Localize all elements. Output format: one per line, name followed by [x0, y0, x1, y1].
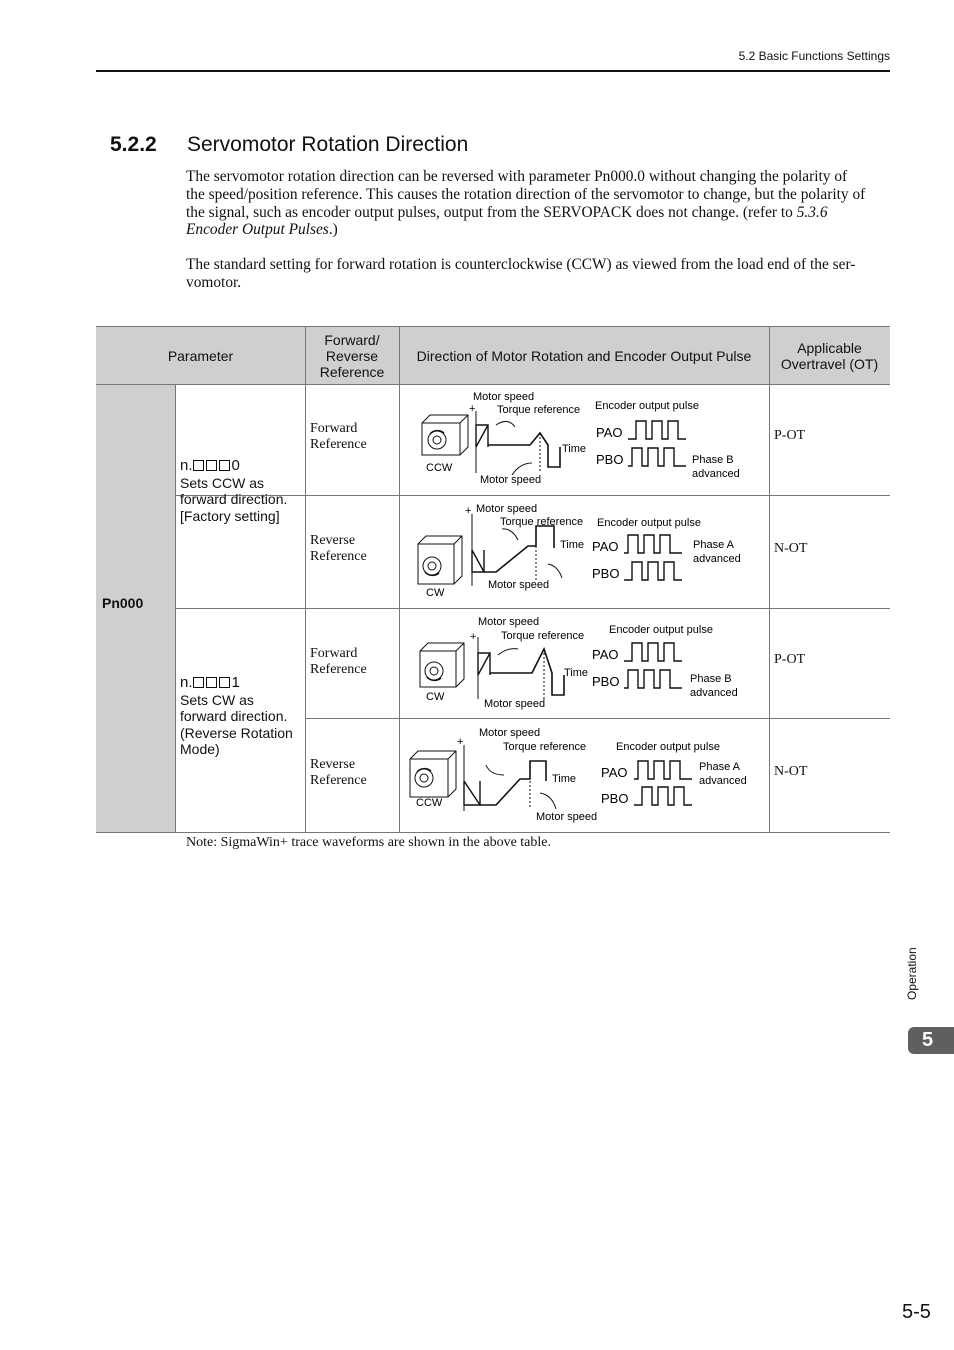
rotation-label: CCW — [416, 797, 443, 809]
digit-placeholder-box — [219, 677, 230, 688]
torque-reference-label: Torque reference — [503, 741, 587, 753]
setting-desc-line: forward direction. — [180, 708, 288, 724]
rotation-direction-table — [96, 326, 890, 833]
phase-label: Phase B — [692, 454, 734, 466]
reference-line: Reference — [310, 662, 367, 677]
cross-reference-title: Encoder Output Pulses — [186, 221, 329, 239]
reference-line: Reference — [310, 437, 367, 452]
para2-line1: The standard setting for forward rotation is counterclockwise (CCW) as viewed from the load end of the ser- — [186, 256, 856, 273]
plus-sign: + — [457, 736, 464, 748]
reference-label — [310, 757, 367, 789]
para1-line3: the signal, such as encoder output pulses, output from the SERVOPACK does not change. (refer to — [186, 203, 797, 221]
pao-label: PAO — [601, 765, 628, 780]
overtravel-value: P-OT — [774, 652, 806, 667]
digit-placeholder-box — [193, 677, 204, 688]
plus-sign: + — [470, 631, 477, 643]
torque-reference-label: Torque reference — [497, 404, 581, 416]
motor-icon — [418, 536, 462, 584]
overtravel-value: N-OT — [774, 541, 808, 556]
header-reference-line: Reverse — [325, 347, 379, 364]
reference-line: Reverse — [310, 533, 356, 548]
header-overtravel-line: Applicable — [797, 339, 862, 356]
header-rule — [96, 70, 890, 72]
motor-speed-label: Motor speed — [484, 698, 546, 710]
motor-speed-label: Motor speed — [480, 474, 542, 486]
table-note: Note: SigmaWin+ trace waveforms are shown in the above table. — [186, 835, 551, 850]
pbo-label: PBO — [592, 674, 620, 689]
motor-speed-label: Motor speed — [478, 616, 540, 628]
encoder-output-pulse-label: Encoder output pulse — [616, 741, 720, 753]
phase-label: Phase A — [699, 761, 740, 773]
diagram-row-1 — [400, 385, 768, 495]
plus-sign: + — [465, 505, 472, 517]
phase-label: advanced — [690, 687, 738, 699]
phase-label: advanced — [699, 775, 747, 787]
motor-speed-label: Motor speed — [473, 391, 535, 403]
header-reference-line: Forward/ — [324, 331, 380, 348]
intro-paragraph — [186, 168, 889, 239]
setting-desc-line: forward direction. — [180, 491, 288, 507]
phase-label: Phase A — [693, 539, 734, 551]
reference-label — [310, 421, 367, 453]
motor-icon — [420, 643, 464, 687]
digit-placeholder-box — [206, 677, 217, 688]
header-parameter-label: Parameter — [167, 347, 234, 364]
standard-setting-paragraph — [186, 256, 889, 292]
cross-reference-number: 5.3.6 — [796, 203, 828, 221]
torque-reference-label: Torque reference — [501, 630, 585, 642]
parameter-cell — [96, 384, 175, 832]
motor-speed-label: Motor speed — [536, 811, 598, 823]
setting-desc-line: Sets CW as — [180, 691, 254, 708]
parameter-name: Pn000 — [102, 595, 144, 611]
header-parameter — [96, 327, 305, 384]
rotation-label: CCW — [426, 462, 453, 474]
time-label: Time — [564, 667, 589, 679]
header-overtravel-line: Overtravel (OT) — [780, 355, 879, 372]
motor-speed-label: Motor speed — [488, 579, 550, 591]
motor-icon — [422, 415, 468, 455]
page-number: 5-5 — [902, 1301, 931, 1323]
setting-desc-line: (Reverse Rotation — [180, 724, 293, 741]
diagram-row-3 — [400, 609, 768, 718]
para1-line4-suffix: .) — [328, 221, 338, 239]
setting-code-digit: 1 — [231, 674, 240, 691]
setting-code-prefix: n. — [180, 674, 193, 691]
time-label: Time — [552, 773, 577, 785]
encoder-output-pulse-label: Encoder output pulse — [595, 400, 699, 412]
pao-label: PAO — [592, 539, 619, 554]
setting-desc-line: [Factory setting] — [180, 507, 280, 524]
motor-speed-label: Motor speed — [479, 727, 541, 739]
encoder-output-pulse-label: Encoder output pulse — [609, 624, 713, 636]
setting-ccw — [180, 458, 305, 524]
reference-line: Forward — [310, 646, 358, 661]
phase-label: advanced — [693, 553, 741, 565]
header-direction — [399, 327, 769, 384]
reference-line: Reference — [310, 549, 367, 564]
setting-desc-line: Sets CCW as — [180, 474, 265, 491]
time-label: Time — [562, 443, 587, 455]
digit-placeholder-box — [206, 460, 217, 471]
pbo-label: PBO — [592, 566, 620, 581]
reference-label — [310, 533, 367, 565]
reference-line: Reverse — [310, 757, 356, 772]
diagram-row-4 — [400, 719, 768, 831]
running-header: 5.2 Basic Functions Settings — [738, 49, 890, 63]
motor-icon — [410, 751, 456, 797]
pbo-label: PBO — [596, 452, 624, 467]
digit-placeholder-box — [193, 460, 204, 471]
plus-sign: + — [469, 403, 476, 415]
para1-line1: The servomotor rotation direction can be reversed with parameter Pn000.0 without changing the polarity of — [186, 168, 848, 185]
pao-label: PAO — [596, 425, 623, 440]
setting-cw — [180, 675, 305, 758]
overtravel-value: N-OT — [774, 764, 808, 779]
torque-reference-label: Torque reference — [500, 516, 584, 528]
section-heading — [110, 133, 468, 157]
pbo-label: PBO — [601, 791, 629, 806]
phase-label: Phase B — [690, 673, 732, 685]
header-direction-label: Direction of Motor Rotation and Encoder Output Pulse — [416, 347, 752, 364]
digit-placeholder-box — [219, 460, 230, 471]
para2-line2: vomotor. — [186, 273, 242, 291]
side-chapter-label: Operation — [905, 947, 919, 1000]
setting-code-digit: 0 — [231, 457, 240, 474]
section-number: 5.2.2 — [110, 133, 157, 156]
para1-line2: the speed/position reference. This causes the rotation direction of the servomotor to change, but the polarity of — [186, 185, 866, 203]
reference-line: Forward — [310, 421, 358, 436]
header-overtravel — [769, 327, 890, 384]
setting-code-prefix: n. — [180, 457, 193, 474]
rotation-label: CW — [426, 691, 445, 703]
reference-line: Reference — [310, 773, 367, 788]
header-reference — [305, 327, 399, 384]
header-reference-line: Reference — [319, 363, 385, 380]
pao-label: PAO — [592, 647, 619, 662]
phase-label: advanced — [692, 468, 740, 480]
time-label: Time — [560, 539, 585, 551]
reference-label — [310, 646, 367, 678]
encoder-output-pulse-label: Encoder output pulse — [597, 517, 701, 529]
motor-speed-label: Motor speed — [476, 503, 538, 515]
chapter-tab: 5 — [908, 1027, 954, 1054]
setting-desc-line: Mode) — [180, 741, 220, 757]
diagram-row-2 — [400, 496, 768, 608]
rotation-label: CW — [426, 587, 445, 599]
overtravel-value: P-OT — [774, 428, 806, 443]
section-title: Servomotor Rotation Direction — [187, 133, 469, 156]
